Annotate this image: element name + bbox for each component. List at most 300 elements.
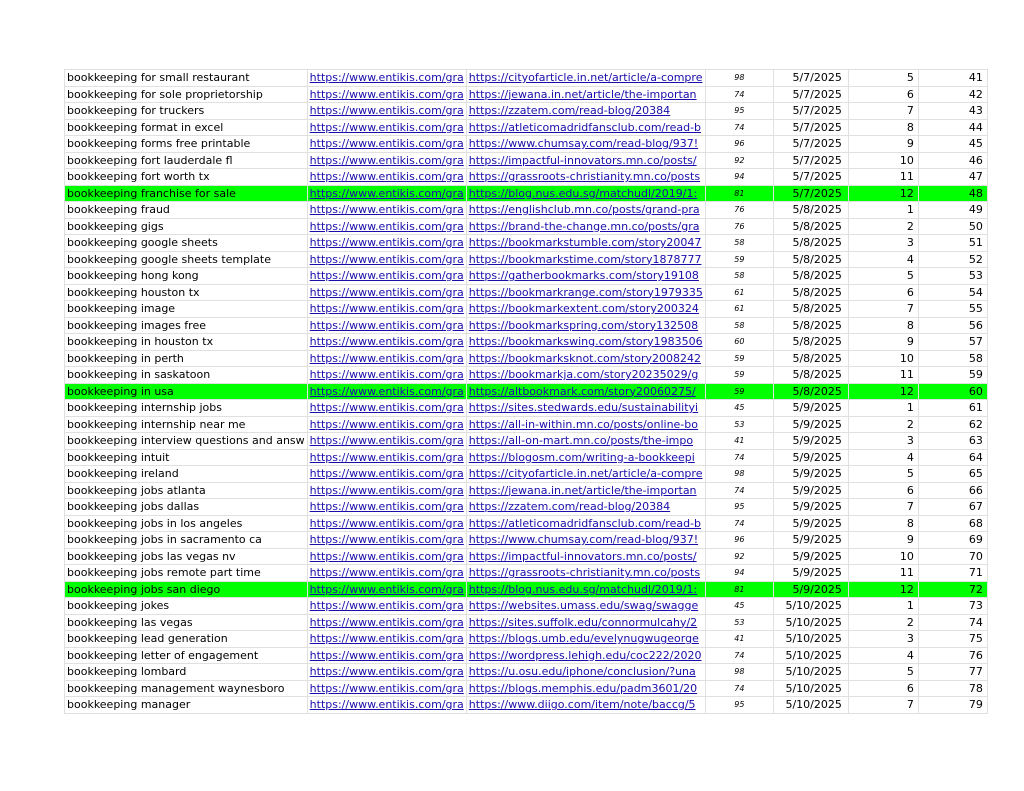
- row-number-cell: 50: [918, 218, 987, 235]
- target-url-link[interactable]: https://impactful-innovators.mn.co/posts/: [466, 152, 705, 169]
- score-cell: 60: [705, 334, 773, 351]
- source-url-link[interactable]: https://www.entikis.com/gra: [307, 268, 466, 285]
- score-cell: 74: [705, 86, 773, 103]
- date-cell: 5/7/2025: [773, 185, 848, 202]
- keyword-cell: bookkeeping management waynesboro: [65, 680, 308, 697]
- source-url-link[interactable]: https://www.entikis.com/gra: [307, 449, 466, 466]
- table-row: [65, 383, 988, 400]
- score-cell: 45: [705, 400, 773, 417]
- keyword-cell: bookkeeping in usa: [65, 383, 308, 400]
- date-cell: 5/7/2025: [773, 136, 848, 153]
- date-cell: 5/9/2025: [773, 499, 848, 516]
- date-cell: 5/10/2025: [773, 664, 848, 681]
- score-cell: 74: [705, 515, 773, 532]
- keyword-cell: bookkeeping jobs in los angeles: [65, 515, 308, 532]
- target-url-link[interactable]: https://bookmarkextent.com/story200324: [466, 301, 705, 318]
- target-url-link[interactable]: https://jewana.in.net/article/the-importan: [466, 482, 705, 499]
- table-row: [65, 284, 988, 301]
- daily-index-cell: 2: [848, 416, 918, 433]
- table-row: [65, 169, 988, 186]
- score-cell: 59: [705, 350, 773, 367]
- daily-index-cell: 5: [848, 664, 918, 681]
- score-cell: 45: [705, 598, 773, 615]
- keyword-cell: bookkeeping gigs: [65, 218, 308, 235]
- source-url-link[interactable]: https://www.entikis.com/gra: [307, 647, 466, 664]
- table-row: [65, 631, 988, 648]
- target-url-link[interactable]: https://wordpress.lehigh.edu/coc222/2020: [466, 647, 705, 664]
- date-cell: 5/7/2025: [773, 86, 848, 103]
- keyword-cell: bookkeeping ireland: [65, 466, 308, 483]
- table-row: [65, 185, 988, 202]
- source-url-link[interactable]: https://www.entikis.com/gra: [307, 317, 466, 334]
- score-cell: 59: [705, 367, 773, 384]
- keyword-cell: bookkeeping in perth: [65, 350, 308, 367]
- row-number-cell: 78: [918, 680, 987, 697]
- daily-index-cell: 6: [848, 482, 918, 499]
- source-url-link[interactable]: https://www.entikis.com/gra: [307, 301, 466, 318]
- source-url-link[interactable]: https://www.entikis.com/gra: [307, 235, 466, 252]
- target-url-link[interactable]: https://jewana.in.net/article/the-importan: [466, 86, 705, 103]
- row-number-cell: 79: [918, 697, 987, 714]
- row-number-cell: 69: [918, 532, 987, 549]
- target-url-link[interactable]: https://zzatem.com/read-blog/20384: [466, 103, 705, 120]
- daily-index-cell: 7: [848, 301, 918, 318]
- score-cell: 58: [705, 317, 773, 334]
- keyword-cell: bookkeeping intuit: [65, 449, 308, 466]
- target-url-link[interactable]: https://grassroots-christianity.mn.co/posts: [466, 565, 705, 582]
- table-row: [65, 581, 988, 598]
- date-cell: 5/10/2025: [773, 697, 848, 714]
- target-url-link[interactable]: https://cityofarticle.in.net/article/a-compre: [466, 70, 705, 87]
- target-url-link[interactable]: https://blog.nus.edu.sg/matchudl/2019/1:: [466, 581, 705, 598]
- keyword-cell: bookkeeping for small restaurant: [65, 70, 308, 87]
- table-row: [65, 565, 988, 582]
- row-number-cell: 59: [918, 367, 987, 384]
- table-row: [65, 433, 988, 450]
- source-url-link[interactable]: https://www.entikis.com/gra: [307, 103, 466, 120]
- row-number-cell: 77: [918, 664, 987, 681]
- daily-index-cell: 10: [848, 152, 918, 169]
- table-row: [65, 697, 988, 714]
- row-number-cell: 42: [918, 86, 987, 103]
- table-row: [65, 202, 988, 219]
- source-url-link[interactable]: https://www.entikis.com/gra: [307, 416, 466, 433]
- source-url-link[interactable]: https://www.entikis.com/gra: [307, 218, 466, 235]
- score-cell: 76: [705, 202, 773, 219]
- source-url-link[interactable]: https://www.entikis.com/gra: [307, 367, 466, 384]
- target-url-link[interactable]: https://bookmarkja.com/story20235029/g: [466, 367, 705, 384]
- source-url-link[interactable]: https://www.entikis.com/gra: [307, 614, 466, 631]
- source-url-link[interactable]: https://www.entikis.com/gra: [307, 680, 466, 697]
- table-row: [65, 301, 988, 318]
- keyword-cell: bookkeeping jobs remote part time: [65, 565, 308, 582]
- date-cell: 5/10/2025: [773, 680, 848, 697]
- table-row: [65, 268, 988, 285]
- keyword-cell: bookkeeping fraud: [65, 202, 308, 219]
- table-row: [65, 532, 988, 549]
- keyword-cell: bookkeeping in saskatoon: [65, 367, 308, 384]
- row-number-cell: 66: [918, 482, 987, 499]
- date-cell: 5/10/2025: [773, 631, 848, 648]
- table-row: [65, 136, 988, 153]
- daily-index-cell: 8: [848, 119, 918, 136]
- source-url-link[interactable]: https://www.entikis.com/gra: [307, 136, 466, 153]
- score-cell: 81: [705, 581, 773, 598]
- row-number-cell: 51: [918, 235, 987, 252]
- daily-index-cell: 5: [848, 268, 918, 285]
- source-url-link[interactable]: https://www.entikis.com/gra: [307, 598, 466, 615]
- row-number-cell: 41: [918, 70, 987, 87]
- score-cell: 98: [705, 70, 773, 87]
- row-number-cell: 43: [918, 103, 987, 120]
- source-url-link[interactable]: https://www.entikis.com/gra: [307, 433, 466, 450]
- target-url-link[interactable]: https://u.osu.edu/iphone/conclusion/?una: [466, 664, 705, 681]
- source-url-link[interactable]: https://www.entikis.com/gra: [307, 664, 466, 681]
- date-cell: 5/7/2025: [773, 152, 848, 169]
- target-url-link[interactable]: https://www.diigo.com/item/note/baccg/5: [466, 697, 705, 714]
- date-cell: 5/7/2025: [773, 169, 848, 186]
- source-url-link[interactable]: https://www.entikis.com/gra: [307, 350, 466, 367]
- table-row: [65, 400, 988, 417]
- keyword-cell: bookkeeping las vegas: [65, 614, 308, 631]
- date-cell: 5/10/2025: [773, 598, 848, 615]
- row-number-cell: 72: [918, 581, 987, 598]
- score-cell: 59: [705, 383, 773, 400]
- score-cell: 74: [705, 449, 773, 466]
- date-cell: 5/9/2025: [773, 565, 848, 582]
- row-number-cell: 53: [918, 268, 987, 285]
- target-url-link[interactable]: https://atleticomadridfansclub.com/read-b: [466, 515, 705, 532]
- daily-index-cell: 1: [848, 202, 918, 219]
- date-cell: 5/7/2025: [773, 70, 848, 87]
- keyword-cell: bookkeeping google sheets: [65, 235, 308, 252]
- keyword-cell: bookkeeping jobs san diego: [65, 581, 308, 598]
- keyword-cell: bookkeeping format in excel: [65, 119, 308, 136]
- date-cell: 5/9/2025: [773, 466, 848, 483]
- source-url-link[interactable]: https://www.entikis.com/gra: [307, 548, 466, 565]
- daily-index-cell: 7: [848, 103, 918, 120]
- date-cell: 5/10/2025: [773, 614, 848, 631]
- target-url-link[interactable]: https://brand-the-change.mn.co/posts/gra: [466, 218, 705, 235]
- row-number-cell: 68: [918, 515, 987, 532]
- spreadsheet-table: [64, 69, 988, 714]
- keyword-cell: bookkeeping jokes: [65, 598, 308, 615]
- score-cell: 98: [705, 466, 773, 483]
- target-url-link[interactable]: https://sites.stedwards.edu/sustainabilityi: [466, 400, 705, 417]
- date-cell: 5/8/2025: [773, 317, 848, 334]
- daily-index-cell: 3: [848, 235, 918, 252]
- score-cell: 92: [705, 152, 773, 169]
- daily-index-cell: 9: [848, 532, 918, 549]
- source-url-link[interactable]: https://www.entikis.com/gra: [307, 86, 466, 103]
- row-number-cell: 67: [918, 499, 987, 516]
- source-url-link[interactable]: https://www.entikis.com/gra: [307, 466, 466, 483]
- score-cell: 61: [705, 284, 773, 301]
- date-cell: 5/8/2025: [773, 350, 848, 367]
- daily-index-cell: 2: [848, 218, 918, 235]
- table-row: [65, 70, 988, 87]
- date-cell: 5/9/2025: [773, 400, 848, 417]
- date-cell: 5/9/2025: [773, 482, 848, 499]
- row-number-cell: 75: [918, 631, 987, 648]
- row-number-cell: 56: [918, 317, 987, 334]
- date-cell: 5/9/2025: [773, 433, 848, 450]
- target-url-link[interactable]: https://www.chumsay.com/read-blog/937!: [466, 532, 705, 549]
- target-url-link[interactable]: https://websites.umass.edu/swag/swagge: [466, 598, 705, 615]
- keyword-cell: bookkeeping jobs in sacramento ca: [65, 532, 308, 549]
- keyword-cell: bookkeeping interview questions and answ: [65, 433, 308, 450]
- keyword-cell: bookkeeping in houston tx: [65, 334, 308, 351]
- table-row: [65, 367, 988, 384]
- target-url-link[interactable]: https://atleticomadridfansclub.com/read-b: [466, 119, 705, 136]
- source-url-link[interactable]: https://www.entikis.com/gra: [307, 581, 466, 598]
- table-row: [65, 449, 988, 466]
- score-cell: 96: [705, 532, 773, 549]
- row-number-cell: 47: [918, 169, 987, 186]
- daily-index-cell: 11: [848, 169, 918, 186]
- date-cell: 5/9/2025: [773, 581, 848, 598]
- table-row: [65, 103, 988, 120]
- keyword-cell: bookkeeping google sheets template: [65, 251, 308, 268]
- date-cell: 5/8/2025: [773, 334, 848, 351]
- target-url-link[interactable]: https://www.chumsay.com/read-blog/937!: [466, 136, 705, 153]
- score-cell: 58: [705, 235, 773, 252]
- table-row: [65, 647, 988, 664]
- target-url-link[interactable]: https://bookmarkrange.com/story1979335: [466, 284, 705, 301]
- score-cell: 74: [705, 647, 773, 664]
- row-number-cell: 58: [918, 350, 987, 367]
- keyword-cell: bookkeeping forms free printable: [65, 136, 308, 153]
- score-cell: 74: [705, 482, 773, 499]
- row-number-cell: 62: [918, 416, 987, 433]
- daily-index-cell: 9: [848, 136, 918, 153]
- target-url-link[interactable]: https://bookmarkswing.com/story1983506: [466, 334, 705, 351]
- row-number-cell: 71: [918, 565, 987, 582]
- daily-index-cell: 12: [848, 185, 918, 202]
- keyword-cell: bookkeeping for truckers: [65, 103, 308, 120]
- row-number-cell: 70: [918, 548, 987, 565]
- daily-index-cell: 4: [848, 251, 918, 268]
- table-row: [65, 499, 988, 516]
- keyword-cell: bookkeeping fort lauderdale fl: [65, 152, 308, 169]
- score-cell: 74: [705, 119, 773, 136]
- keyword-cell: bookkeeping jobs dallas: [65, 499, 308, 516]
- daily-index-cell: 7: [848, 697, 918, 714]
- source-url-link[interactable]: https://www.entikis.com/gra: [307, 334, 466, 351]
- source-url-link[interactable]: https://www.entikis.com/gra: [307, 697, 466, 714]
- row-number-cell: 76: [918, 647, 987, 664]
- keyword-cell: bookkeeping fort worth tx: [65, 169, 308, 186]
- row-number-cell: 57: [918, 334, 987, 351]
- score-cell: 53: [705, 614, 773, 631]
- score-cell: 94: [705, 565, 773, 582]
- daily-index-cell: 7: [848, 499, 918, 516]
- score-cell: 74: [705, 680, 773, 697]
- date-cell: 5/10/2025: [773, 647, 848, 664]
- daily-index-cell: 3: [848, 433, 918, 450]
- date-cell: 5/7/2025: [773, 103, 848, 120]
- target-url-link[interactable]: https://blogosm.com/writing-a-bookkeepi: [466, 449, 705, 466]
- keyword-cell: bookkeeping lombard: [65, 664, 308, 681]
- target-url-link[interactable]: https://impactful-innovators.mn.co/posts/: [466, 548, 705, 565]
- row-number-cell: 74: [918, 614, 987, 631]
- source-url-link[interactable]: https://www.entikis.com/gra: [307, 169, 466, 186]
- target-url-link[interactable]: https://bookmarkspring.com/story132508: [466, 317, 705, 334]
- date-cell: 5/9/2025: [773, 532, 848, 549]
- row-number-cell: 44: [918, 119, 987, 136]
- daily-index-cell: 11: [848, 565, 918, 582]
- date-cell: 5/8/2025: [773, 218, 848, 235]
- daily-index-cell: 2: [848, 614, 918, 631]
- keyword-cell: bookkeeping jobs atlanta: [65, 482, 308, 499]
- target-url-link[interactable]: https://blog.nus.edu.sg/matchudl/2019/1:: [466, 185, 705, 202]
- daily-index-cell: 8: [848, 515, 918, 532]
- keyword-cell: bookkeeping hong kong: [65, 268, 308, 285]
- row-number-cell: 46: [918, 152, 987, 169]
- keyword-cell: bookkeeping jobs las vegas nv: [65, 548, 308, 565]
- table-row: [65, 350, 988, 367]
- table-row: [65, 251, 988, 268]
- score-cell: 96: [705, 136, 773, 153]
- table-row: [65, 515, 988, 532]
- table-row: [65, 680, 988, 697]
- row-number-cell: 60: [918, 383, 987, 400]
- target-url-link[interactable]: https://all-in-within.mn.co/posts/online-bo: [466, 416, 705, 433]
- table-row: [65, 664, 988, 681]
- table-row: [65, 482, 988, 499]
- source-url-link[interactable]: https://www.entikis.com/gra: [307, 631, 466, 648]
- daily-index-cell: 12: [848, 383, 918, 400]
- date-cell: 5/8/2025: [773, 383, 848, 400]
- daily-index-cell: 1: [848, 400, 918, 417]
- daily-index-cell: 5: [848, 70, 918, 87]
- table-row: [65, 317, 988, 334]
- date-cell: 5/8/2025: [773, 235, 848, 252]
- table-row: [65, 334, 988, 351]
- target-url-link[interactable]: https://altbookmark.com/story20060275/: [466, 383, 705, 400]
- date-cell: 5/9/2025: [773, 449, 848, 466]
- source-url-link[interactable]: https://www.entikis.com/gra: [307, 202, 466, 219]
- source-url-link[interactable]: https://www.entikis.com/gra: [307, 152, 466, 169]
- target-url-link[interactable]: https://blogs.memphis.edu/padm3601/20: [466, 680, 705, 697]
- target-url-link[interactable]: https://all-on-mart.mn.co/posts/the-impo: [466, 433, 705, 450]
- daily-index-cell: 6: [848, 680, 918, 697]
- source-url-link[interactable]: https://www.entikis.com/gra: [307, 499, 466, 516]
- row-number-cell: 55: [918, 301, 987, 318]
- daily-index-cell: 12: [848, 581, 918, 598]
- source-url-link[interactable]: https://www.entikis.com/gra: [307, 70, 466, 87]
- date-cell: 5/8/2025: [773, 301, 848, 318]
- date-cell: 5/8/2025: [773, 268, 848, 285]
- table-row: [65, 416, 988, 433]
- source-url-link[interactable]: https://www.entikis.com/gra: [307, 400, 466, 417]
- daily-index-cell: 9: [848, 334, 918, 351]
- daily-index-cell: 11: [848, 367, 918, 384]
- keyword-cell: bookkeeping internship near me: [65, 416, 308, 433]
- daily-index-cell: 5: [848, 466, 918, 483]
- source-url-link[interactable]: https://www.entikis.com/gra: [307, 482, 466, 499]
- target-url-link[interactable]: https://sites.suffolk.edu/connormulcahy/2: [466, 614, 705, 631]
- daily-index-cell: 10: [848, 548, 918, 565]
- keyword-cell: bookkeeping image: [65, 301, 308, 318]
- target-url-link[interactable]: https://bookmarkstumble.com/story20047: [466, 235, 705, 252]
- score-cell: 76: [705, 218, 773, 235]
- date-cell: 5/8/2025: [773, 202, 848, 219]
- date-cell: 5/9/2025: [773, 548, 848, 565]
- target-url-link[interactable]: https://englishclub.mn.co/posts/grand-pra: [466, 202, 705, 219]
- target-url-link[interactable]: https://cityofarticle.in.net/article/a-compre: [466, 466, 705, 483]
- source-url-link[interactable]: https://www.entikis.com/gra: [307, 515, 466, 532]
- row-number-cell: 54: [918, 284, 987, 301]
- row-number-cell: 49: [918, 202, 987, 219]
- row-number-cell: 63: [918, 433, 987, 450]
- score-cell: 98: [705, 664, 773, 681]
- keyword-cell: bookkeeping franchise for sale: [65, 185, 308, 202]
- table-row: [65, 218, 988, 235]
- row-number-cell: 61: [918, 400, 987, 417]
- row-number-cell: 52: [918, 251, 987, 268]
- keyword-cell: bookkeeping lead generation: [65, 631, 308, 648]
- table-row: [65, 598, 988, 615]
- daily-index-cell: 10: [848, 350, 918, 367]
- row-number-cell: 64: [918, 449, 987, 466]
- spreadsheet-body: [65, 70, 988, 714]
- table-row: [65, 548, 988, 565]
- keyword-cell: bookkeeping for sole proprietorship: [65, 86, 308, 103]
- keyword-cell: bookkeeping images free: [65, 317, 308, 334]
- daily-index-cell: 4: [848, 449, 918, 466]
- score-cell: 92: [705, 548, 773, 565]
- score-cell: 59: [705, 251, 773, 268]
- daily-index-cell: 8: [848, 317, 918, 334]
- score-cell: 53: [705, 416, 773, 433]
- row-number-cell: 65: [918, 466, 987, 483]
- target-url-link[interactable]: https://bookmarkstime.com/story1878777: [466, 251, 705, 268]
- daily-index-cell: 6: [848, 86, 918, 103]
- table-row: [65, 152, 988, 169]
- source-url-link[interactable]: https://www.entikis.com/gra: [307, 284, 466, 301]
- keyword-cell: bookkeeping internship jobs: [65, 400, 308, 417]
- source-url-link[interactable]: https://www.entikis.com/gra: [307, 119, 466, 136]
- source-url-link[interactable]: https://www.entikis.com/gra: [307, 565, 466, 582]
- date-cell: 5/8/2025: [773, 367, 848, 384]
- score-cell: 95: [705, 103, 773, 120]
- score-cell: 81: [705, 185, 773, 202]
- target-url-link[interactable]: https://zzatem.com/read-blog/20384: [466, 499, 705, 516]
- score-cell: 58: [705, 268, 773, 285]
- target-url-link[interactable]: https://gatherbookmarks.com/story19108: [466, 268, 705, 285]
- source-url-link[interactable]: https://www.entikis.com/gra: [307, 383, 466, 400]
- date-cell: 5/7/2025: [773, 119, 848, 136]
- source-url-link[interactable]: https://www.entikis.com/gra: [307, 251, 466, 268]
- score-cell: 41: [705, 631, 773, 648]
- source-url-link[interactable]: https://www.entikis.com/gra: [307, 532, 466, 549]
- source-url-link[interactable]: https://www.entikis.com/gra: [307, 185, 466, 202]
- target-url-link[interactable]: https://blogs.umb.edu/evelynugwugeorge: [466, 631, 705, 648]
- daily-index-cell: 4: [848, 647, 918, 664]
- row-number-cell: 45: [918, 136, 987, 153]
- date-cell: 5/9/2025: [773, 416, 848, 433]
- target-url-link[interactable]: https://bookmarksknot.com/story2008242: [466, 350, 705, 367]
- keyword-cell: bookkeeping manager: [65, 697, 308, 714]
- row-number-cell: 73: [918, 598, 987, 615]
- target-url-link[interactable]: https://grassroots-christianity.mn.co/posts: [466, 169, 705, 186]
- date-cell: 5/8/2025: [773, 251, 848, 268]
- score-cell: 95: [705, 697, 773, 714]
- keyword-cell: bookkeeping houston tx: [65, 284, 308, 301]
- daily-index-cell: 6: [848, 284, 918, 301]
- score-cell: 41: [705, 433, 773, 450]
